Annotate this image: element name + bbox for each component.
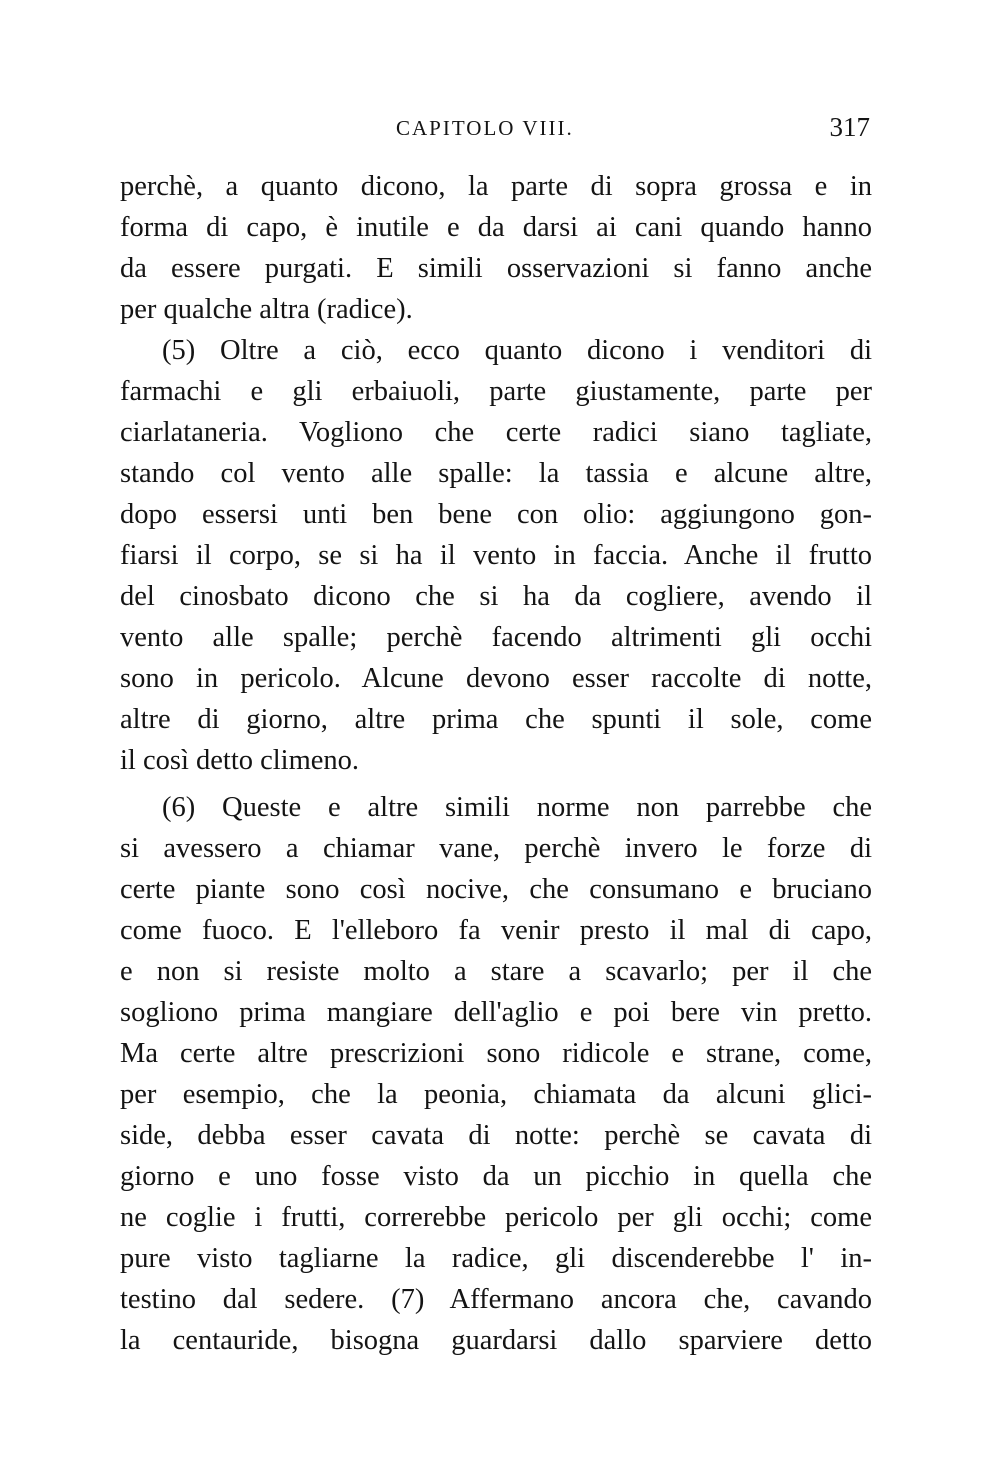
text-line: perchè, a quanto dicono, la parte di sopra grossa e in xyxy=(120,171,872,202)
text-line: sono in pericolo. Alcune devono esser raccolte di notte, xyxy=(120,663,872,694)
text-line: si avessero a chiamar vane, perchè invero le forze di xyxy=(120,833,872,864)
text-line: farmachi e gli erbaiuoli, parte giustamente, parte per xyxy=(120,376,872,407)
text-line: del cinosbato dicono che si ha da cogliere, avendo il xyxy=(120,581,872,612)
text-line: e non si resiste molto a stare a scavarlo; per il che xyxy=(120,956,872,987)
text-line: giorno e uno fosse visto da un picchio in quella che xyxy=(120,1161,872,1192)
text-line: dopo essersi unti ben bene con olio: aggiungono gon- xyxy=(120,499,872,530)
page-header xyxy=(120,112,872,150)
text-line: certe piante sono così nocive, che consumano e bruciano xyxy=(120,874,872,905)
text-line: sogliono prima mangiare dell'aglio e poi bere vin pretto. xyxy=(120,997,872,1028)
page-number: 317 xyxy=(829,112,870,142)
text-line: testino dal sedere. (7) Affermano ancora che, cavando xyxy=(120,1284,872,1315)
text-line: fiarsi il corpo, se si ha il vento in faccia. Anche il frutto xyxy=(120,540,872,571)
text-line: forma di capo, è inutile e da darsi ai cani quando hanno xyxy=(120,212,872,243)
text-line: ciarlataneria. Vogliono che certe radici siano tagliate, xyxy=(120,417,872,448)
text-line: ne coglie i frutti, correrebbe pericolo per gli occhi; come xyxy=(120,1202,872,1233)
text-line: come fuoco. E l'elleboro fa venir presto il mal di capo, xyxy=(120,915,872,946)
text-line: stando col vento alle spalle: la tassia e alcune altre, xyxy=(120,458,872,489)
text-line: pure visto tagliarne la radice, gli discenderebbe l' in- xyxy=(120,1243,872,1274)
text-line: (6) Queste e altre simili norme non parrebbe che xyxy=(162,792,872,823)
text-line: side, debba esser cavata di notte: perchè se cavata di xyxy=(120,1120,872,1151)
text-line: per qualche altra (radice). xyxy=(120,294,413,325)
text-line: altre di giorno, altre prima che spunti il sole, come xyxy=(120,704,872,735)
text-line: il così detto climeno. xyxy=(120,745,360,776)
running-title: CAPITOLO VIII. xyxy=(396,116,574,140)
text-line: la centauride, bisogna guardarsi dallo sparviere detto xyxy=(120,1325,872,1356)
text-line: (5) Oltre a ciò, ecco quanto dicono i venditori di xyxy=(162,335,872,366)
text-line: per esempio, che la peonia, chiamata da alcuni glici- xyxy=(120,1079,872,1110)
text-line: da essere purgati. E simili osservazioni si fanno anche xyxy=(120,253,872,284)
body-text xyxy=(120,166,872,1361)
text-line: vento alle spalle; perchè facendo altrimenti gli occhi xyxy=(120,622,872,653)
text-line: Ma certe altre prescrizioni sono ridicole e strane, come, xyxy=(120,1038,872,1069)
